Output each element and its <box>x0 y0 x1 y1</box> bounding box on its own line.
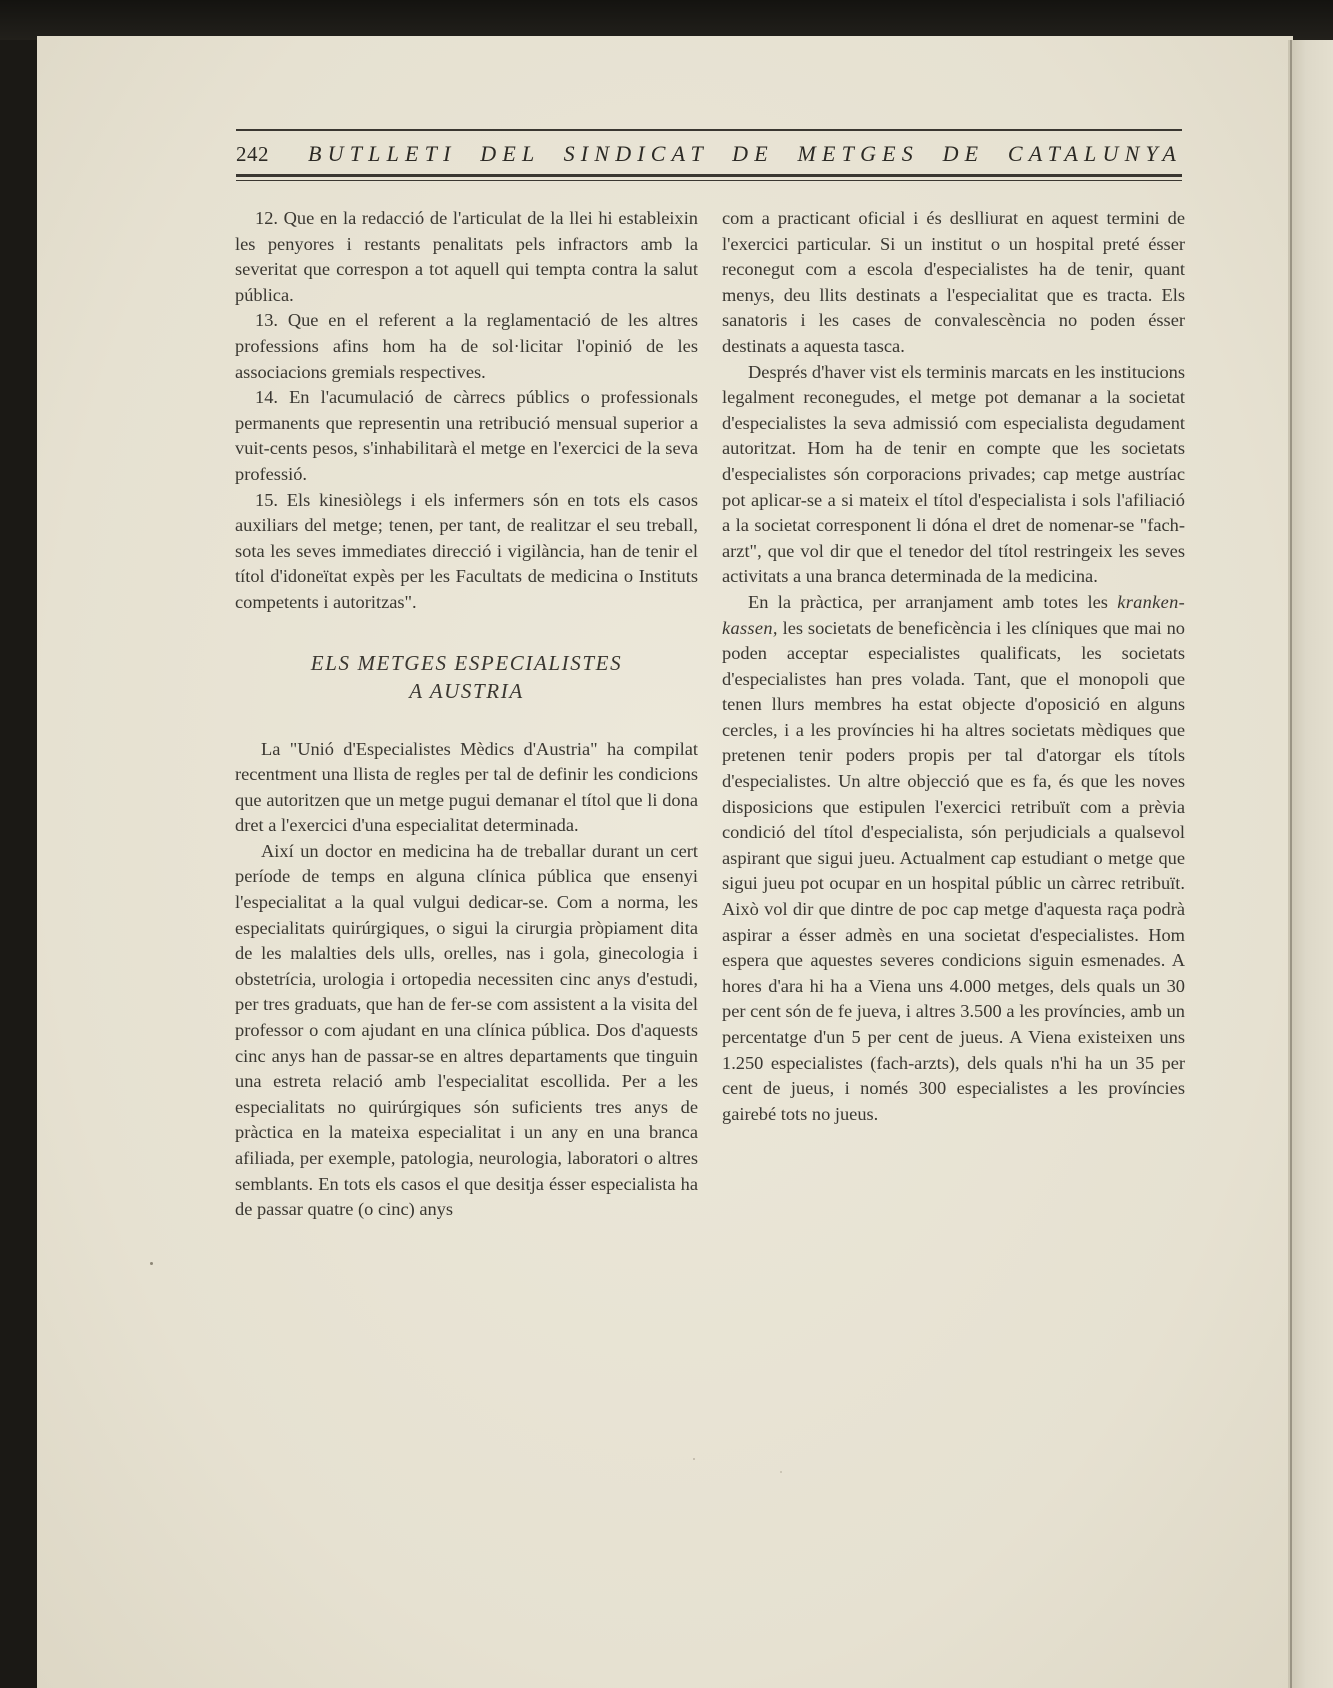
paper-speck <box>780 1471 782 1473</box>
page-number: 242 <box>236 142 269 166</box>
paragraph: La "Unió d'Especialistes Mèdics d'Austria" ha compilat recentment una llista de regles per tal de definir les condicions que autoritzen que un metge pugui demanar el títol que li dona dret a l'exercici d'una especialitat determinada. <box>235 738 698 836</box>
item-12: 12. Que en la redacció de l'articulat de la llei hi estableixin les penyores i restants penalitats pels infractors amb la severitat que correspon a tot aquell qui tempta contra la salut pública. <box>235 208 698 305</box>
journal-title: BUTLLETI DEL SINDICAT DE METGES DE CATALUNYA <box>308 141 1182 166</box>
right-column <box>722 206 1185 1127</box>
item-13: 13. Que en el referent a la reglamentació de les altres professions afins hom ha de sol·licitar l'opinió de les associacions gremials respectives. <box>235 310 698 382</box>
paper-speck <box>150 1262 153 1265</box>
paragraph <box>722 590 1185 1127</box>
running-header <box>236 142 1182 172</box>
adjacent-page-edge <box>1288 40 1333 1688</box>
paragraph-text: En la pràctica, per arranjament amb totes les <box>748 591 1118 612</box>
item-15: 15. Els kinesiòlegs i els infermers són en tots els casos auxiliars del metge; tenen, per tant, de realitzar el seu treball, sota les seves immediates direcció i vigilància, han de tenir el títol d'idoneïtat expès per les Facultats de medicina o Instituts competents i autoritzas". <box>235 489 698 612</box>
left-column <box>235 206 698 1223</box>
section-heading-line-2: A AUSTRIA <box>409 678 524 703</box>
section-heading-line-1: ELS METGES ESPECIALISTES <box>310 650 623 675</box>
header-bottom-rule-thin <box>236 180 1182 181</box>
paper-speck <box>693 1458 695 1460</box>
header-top-rule <box>236 129 1182 131</box>
italic-term: kranken-kassen, <box>722 591 1185 638</box>
paragraph-text: les societats de beneficència i les clíniques que mai no poden acceptar especialistes qualificats, les societats d'especialistes han pres volada. Tant, que el monopoli que tenen llurs membres ha estat objecte d'oposició en alguns cercles, i a les províncies hi ha altres societats mèdiques que pretenen tenir poders propis per tal d'atorgar els títols d'especialistes. Un altre objecció que es fa, és que les noves disposicions que estipulen l'exercici retribuït com a prèvia condició del títol d'especialista, són perjudicials a qualsevol aspirant que sigui jueu. Actualment cap estudiant o metge que sigui jueu pot ocupar en un hospital públic un càrrec retribuït. Això vol dir que dintre de poc cap metge d'aquesta raça podrà aspirar a ésser admès en una societat d'especialistes. Hom espera que aquestes severes condicions siguin esmenades. A hores d'ara hi ha a Viena uns 4.000 metges, dels quals un 30 per cent són de fe jueva, i altres 3.500 a les províncies, amb un percentatge d'un 5 per cent de jueus. A Viena existeixen uns 1.250 especialistes (fach-arzts), dels quals n'hi ha un 35 per cent de jueus, i només 300 especialistes a les províncies gairebé tots no jueus. <box>722 617 1185 1124</box>
header-bottom-rule <box>236 174 1182 177</box>
paragraph: Així un doctor en medicina ha de treballar durant un cert període de temps en alguna clínica pública que ensenyi l'especialitat a la qual vulgui dedicar-se. Com a norma, les especialitats quirúrgiques, o sigui la cirurgia pròpiament dita de les malalties dels ulls, orelles, nas i gola, ginecologia i obstetrícia, urologia i ortopedia necessiten cinc anys d'estudi, per tres graduats, que han de fer-se com assistent a la visita del professor o com ajudant en una clínica pública. Dos d'aquests cinc anys han de passar-se en altres departaments que tinguin una estreta relació amb l'especialitat escollida. Per a les especialitats no quirúrgiques són suficients tres anys de pràctica en la mateixa especialitat i un any en una branca afiliada, per exemple, patologia, neurologia, laboratori o altres semblants. En tots els casos el que desitja ésser especialista ha de passar quatre (o cinc) anys <box>235 840 698 1220</box>
paragraph-continued: com a practicant oficial i és deslliurat en aquest termini de l'exercici particular. Si un institut o un hospital preté ésser reconegut com a escola d'especialistes ha de tenir, quant menys, deu llits destinats a l'especialitat que es tracta. Els sanatoris i les cases de convalescència no poden ésser destinats a aquesta tasca. <box>722 208 1185 356</box>
paragraph: Després d'haver vist els terminis marcats en les institucions legalment reconegudes, el metge pot demanar a la societat d'especialistes la seva admissió com especialista degudament autoritzat. Hom ha de tenir en compte que les societats d'especialistes són corporacions privades; cap metge austríac pot aplicar-se a si mateix el títol d'especialista i sols l'afiliació a la societat corresponent li dóna el dret de nomenar-se "fach-arzt", que vol dir que el tenedor del títol restringeix les seves activitats a una branca determinada de la medicina. <box>722 361 1185 587</box>
page-gutter-line <box>1290 40 1292 1688</box>
scanner-background <box>0 0 1333 40</box>
section-heading <box>235 649 698 705</box>
item-14: 14. En l'acumulació de càrrecs públics o professionals permanents que representin una retribució mensual superior a vuit-cents pesos, s'inhabilitarà el metge en l'exercici de la seva professió. <box>235 387 698 484</box>
